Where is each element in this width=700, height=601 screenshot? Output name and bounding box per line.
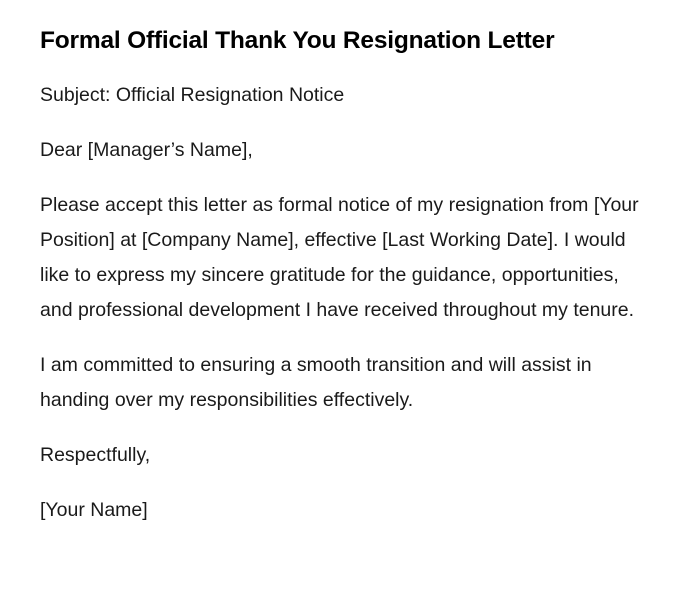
letter-salutation: Dear [Manager’s Name], (40, 139, 253, 161)
letter-document (40, 24, 650, 548)
letter-signature: [Your Name] (40, 499, 148, 521)
letter-body-paragraph-1: Please accept this letter as formal notice of my resignation from [Your Position] at [Company Name], effective [Last Working Date]. I would like to express my sincere gratitude for the guidance, opportunities, and professional development I have received throughout my tenure. (40, 194, 639, 321)
letter-title: Formal Official Thank You Resignation Letter (40, 27, 555, 54)
letter-closing: Respectfully, (40, 444, 151, 466)
letter-body-paragraph-2: I am committed to ensuring a smooth transition and will assist in handing over my responsibilities effectively. (40, 354, 592, 411)
letter-subject: Subject: Official Resignation Notice (40, 84, 345, 106)
